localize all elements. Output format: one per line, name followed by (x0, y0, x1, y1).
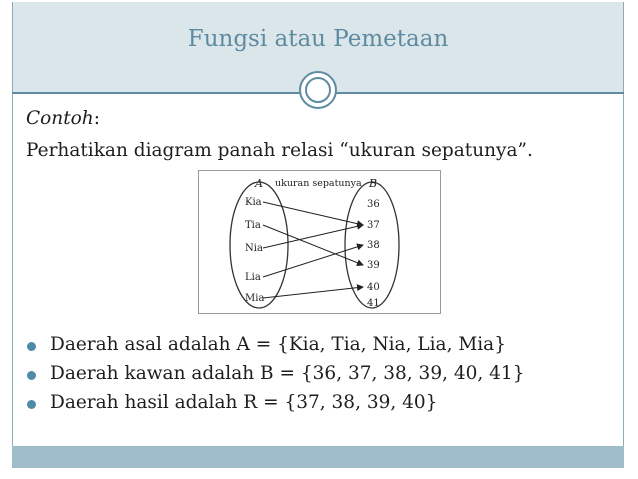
bullet-domain (24, 334, 624, 363)
example-colon: : (93, 108, 100, 129)
slide-title: Fungsi atau Pemetaan (187, 26, 449, 52)
intro-text: Perhatikan diagram panah relasi “ukuran sepatunya”. (26, 140, 533, 161)
example-label: Contoh (26, 108, 94, 129)
arrow-diagram (198, 170, 441, 314)
footer-band (12, 446, 624, 468)
set-b-element-41: 41 (367, 298, 380, 309)
set-b-element-38: 38 (367, 240, 380, 251)
arrow-diagram-svg (199, 171, 442, 315)
set-a-element-nia: Nia (245, 243, 263, 254)
bullet-icon (27, 400, 36, 409)
set-a-element-lia: Lia (245, 272, 261, 283)
set-b-element-39: 39 (367, 260, 380, 271)
set-a-label: A (255, 177, 263, 190)
bullet-text-domain: Daerah asal adalah A = {Kia, Tia, Nia, Lia, Mia} (50, 334, 506, 355)
set-a-element-tia: Tia (245, 220, 261, 231)
set-b-element-36: 36 (367, 199, 380, 210)
bullet-list (24, 334, 624, 421)
divider-ring-inner (305, 77, 331, 103)
divider-ring-icon (299, 71, 337, 109)
set-b-element-37: 37 (367, 220, 380, 231)
bullet-range (24, 392, 624, 421)
relation-label: ukuran sepatunya (275, 178, 362, 189)
bullet-icon (27, 371, 36, 380)
bullet-text-range: Daerah hasil adalah R = {37, 38, 39, 40} (50, 392, 438, 413)
set-b-element-40: 40 (367, 282, 380, 293)
bullet-text-codomain: Daerah kawan adalah B = {36, 37, 38, 39, 40, 41} (50, 363, 525, 384)
example-heading (26, 108, 100, 129)
bullet-codomain (24, 363, 624, 392)
set-a-element-mia: Mia (245, 293, 265, 304)
set-b-label: B (369, 177, 378, 190)
set-a-element-kia: Kia (245, 197, 262, 208)
bullet-icon (27, 342, 36, 351)
